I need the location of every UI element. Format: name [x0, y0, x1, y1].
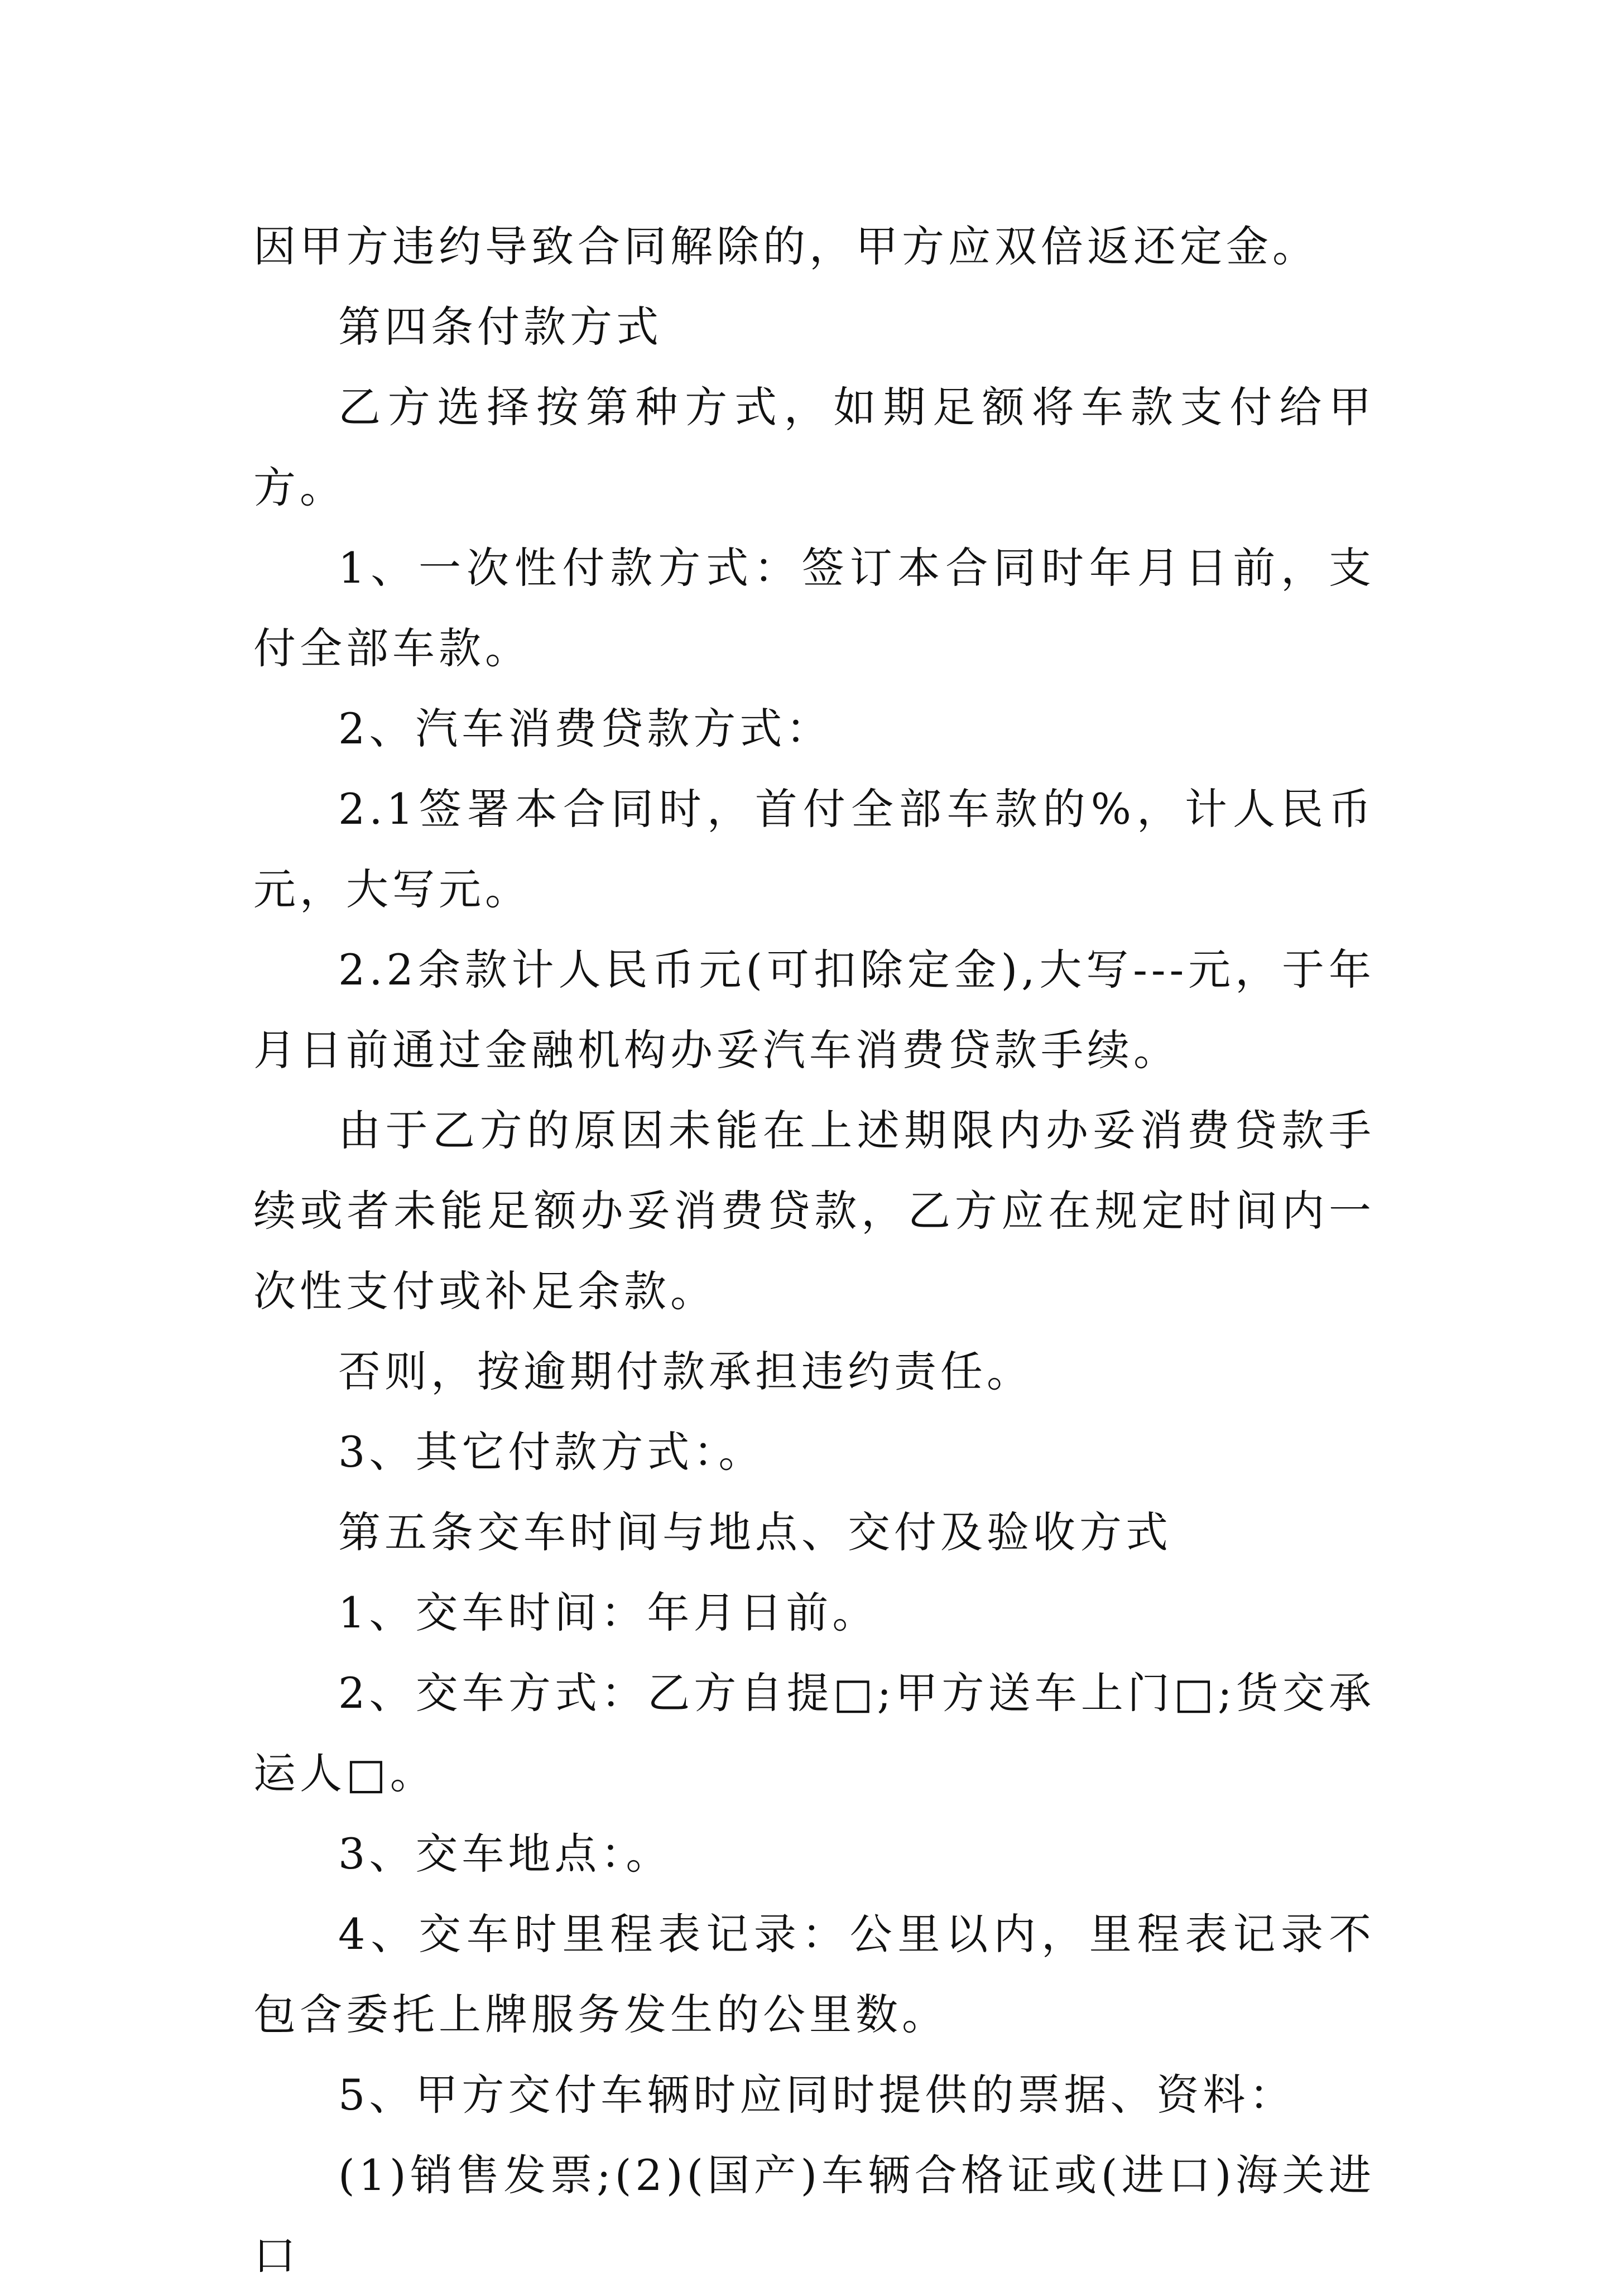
- paragraph-documents-list: (1)销售发票;(2)(国产)车辆合格证或(进口)海关进口: [253, 2150, 1375, 2280]
- paragraph-delivery-method: 2、交车方式：乙方自提□;甲方送车上门□;货交承运人□。: [253, 1668, 1375, 1798]
- paragraph-deposit-refund: 因甲方违约导致合同解除的，甲方应双倍返还定金。: [253, 222, 1319, 271]
- paragraph-other-payment: 3、其它付款方式：。: [338, 1427, 765, 1477]
- paragraph-down-payment: 2.1签署本合同时，首付全部车款的%，计人民币元，大写元。: [253, 784, 1375, 914]
- paragraph-default-liability: 否则，按逾期付款承担违约责任。: [338, 1347, 1033, 1396]
- heading-article-5: 第五条交车时间与地点、交付及验收方式: [338, 1507, 1172, 1557]
- paragraph-delivery-place: 3、交车地点：。: [338, 1829, 672, 1879]
- paragraph-loan-method: 2、汽车消费贷款方式：: [338, 704, 833, 753]
- paragraph-balance: 2.2余款计人民币元(可扣除定金),大写---元，于年月日前通过金融机构办妥汽车消费贷款手续。: [253, 945, 1375, 1075]
- paragraph-lump-sum: 1、一次性付款方式：签订本合同时年月日前，支付全部车款。: [253, 543, 1375, 673]
- paragraph-delivery-time: 1、交车时间：年月日前。: [338, 1588, 879, 1637]
- paragraph-odometer: 4、交车时里程表记录：公里以内，里程表记录不包含委托上牌服务发生的公里数。: [253, 1909, 1375, 2039]
- paragraph-payment-choice: 乙方选择按第种方式，如期足额将车款支付给甲方。: [253, 382, 1375, 512]
- document-body: [253, 206, 1375, 2296]
- paragraph-documents: 5、甲方交付车辆时应同时提供的票据、资料：: [338, 2070, 1296, 2120]
- heading-article-4: 第四条付款方式: [338, 302, 662, 352]
- paragraph-loan-failure: 由于乙方的原因未能在上述期限内办妥消费贷款手续或者未能足额办妥消费贷款，乙方应在规定时间内一次性支付或补足余款。: [253, 1106, 1375, 1316]
